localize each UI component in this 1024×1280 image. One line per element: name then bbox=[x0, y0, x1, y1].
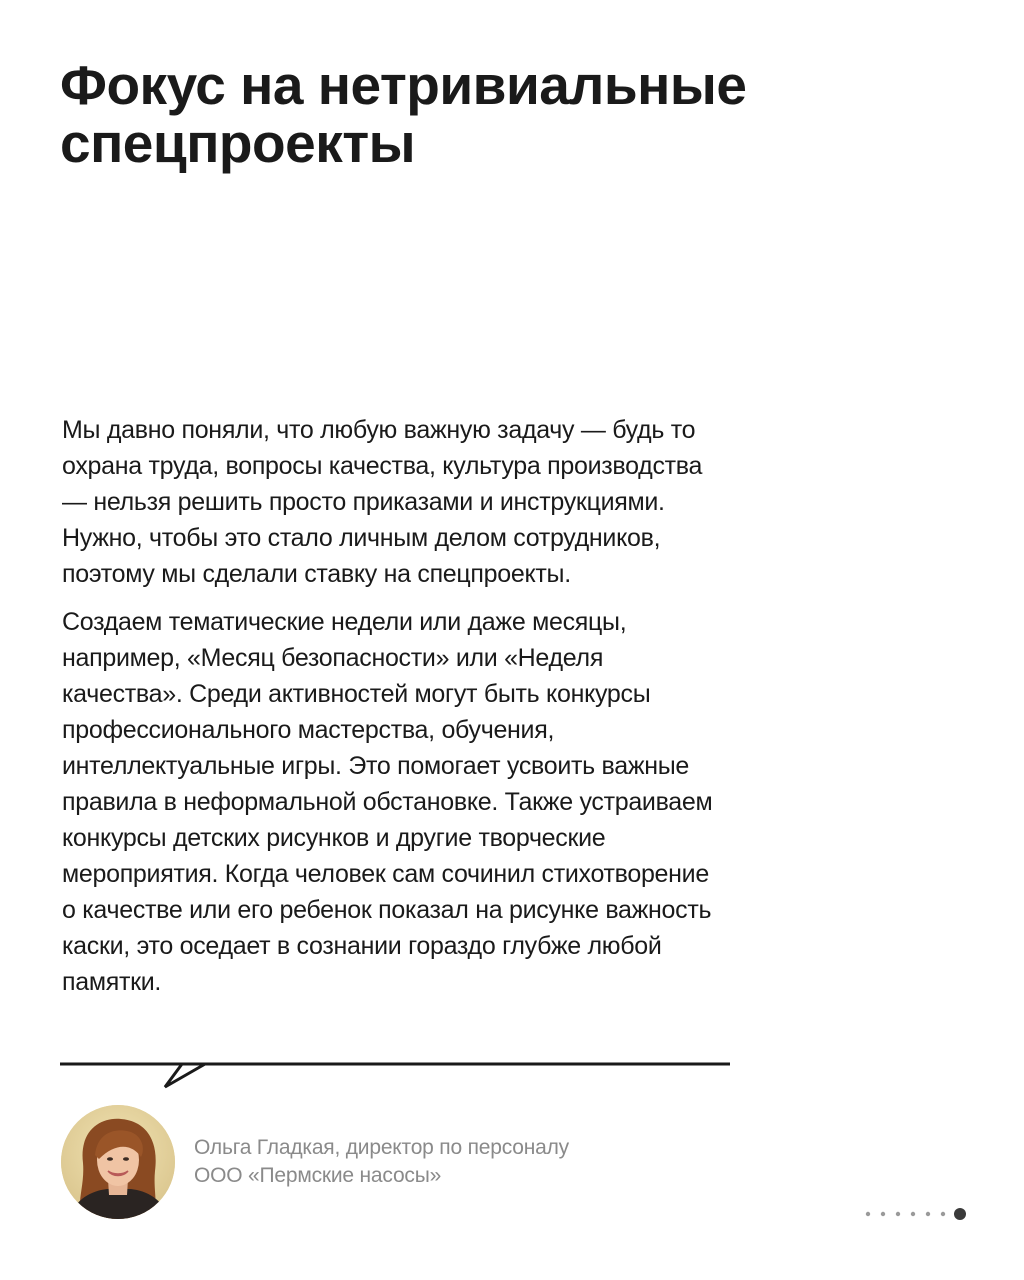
speech-bubble-pointer bbox=[60, 1050, 730, 1100]
pager-dot-active[interactable] bbox=[954, 1208, 966, 1220]
paragraph-1 bbox=[62, 412, 862, 592]
text-line: охрана труда, вопросы качества, культура производства bbox=[62, 452, 703, 480]
text-line: конкурсы детских рисунков и другие творческие bbox=[62, 824, 606, 852]
text-line: о качестве или его ребенок показал на рисунке важность bbox=[62, 896, 712, 924]
text-line: поэтому мы сделали ставку на спецпроекты. bbox=[62, 560, 571, 588]
pager-dot[interactable] bbox=[911, 1212, 915, 1216]
author-name-role: Ольга Гладкая, директор по персоналу bbox=[194, 1136, 569, 1159]
page-title bbox=[60, 56, 960, 172]
text-line: каски, это оседает в сознании гораздо глубже любой bbox=[62, 932, 662, 960]
paragraph-2 bbox=[62, 604, 862, 1000]
author-company: ООО «Пермские насосы» bbox=[194, 1164, 442, 1187]
text-line: памятки. bbox=[62, 968, 162, 996]
text-line: Нужно, чтобы это стало личным делом сотрудников, bbox=[62, 524, 661, 552]
text-line: например, «Месяц безопасности» или «Неделя bbox=[62, 644, 604, 672]
avatar bbox=[61, 1105, 175, 1219]
text-line: — нельзя решить просто приказами и инструкциями. bbox=[62, 488, 665, 516]
pager-dot[interactable] bbox=[941, 1212, 945, 1216]
author-caption bbox=[194, 1134, 569, 1190]
text-line: правила в неформальной обстановке. Также устраиваем bbox=[62, 788, 713, 816]
text-line: профессионального мастерства, обучения, bbox=[62, 716, 555, 744]
title-line-2: спецпроекты bbox=[60, 112, 416, 174]
pager-dot[interactable] bbox=[881, 1212, 885, 1216]
bubble-pointer-path bbox=[60, 1064, 730, 1087]
quote-body bbox=[62, 412, 862, 1012]
pager-dot[interactable] bbox=[896, 1212, 900, 1216]
text-line: качества». Среди активностей могут быть конкурсы bbox=[62, 680, 651, 708]
text-line: мероприятия. Когда человек сам сочинил стихотворение bbox=[62, 860, 709, 888]
title-line-1: Фокус на нетривиальные bbox=[60, 54, 747, 116]
carousel-pager bbox=[862, 1206, 972, 1222]
text-line: интеллектуальные игры. Это помогает усвоить важные bbox=[62, 752, 690, 780]
text-line: Создаем тематические недели или даже месяцы, bbox=[62, 608, 627, 636]
pager-dot[interactable] bbox=[866, 1212, 870, 1216]
pager-dot[interactable] bbox=[926, 1212, 930, 1216]
text-line: Мы давно поняли, что любую важную задачу — будь то bbox=[62, 416, 696, 444]
avatar-portrait bbox=[61, 1105, 175, 1219]
